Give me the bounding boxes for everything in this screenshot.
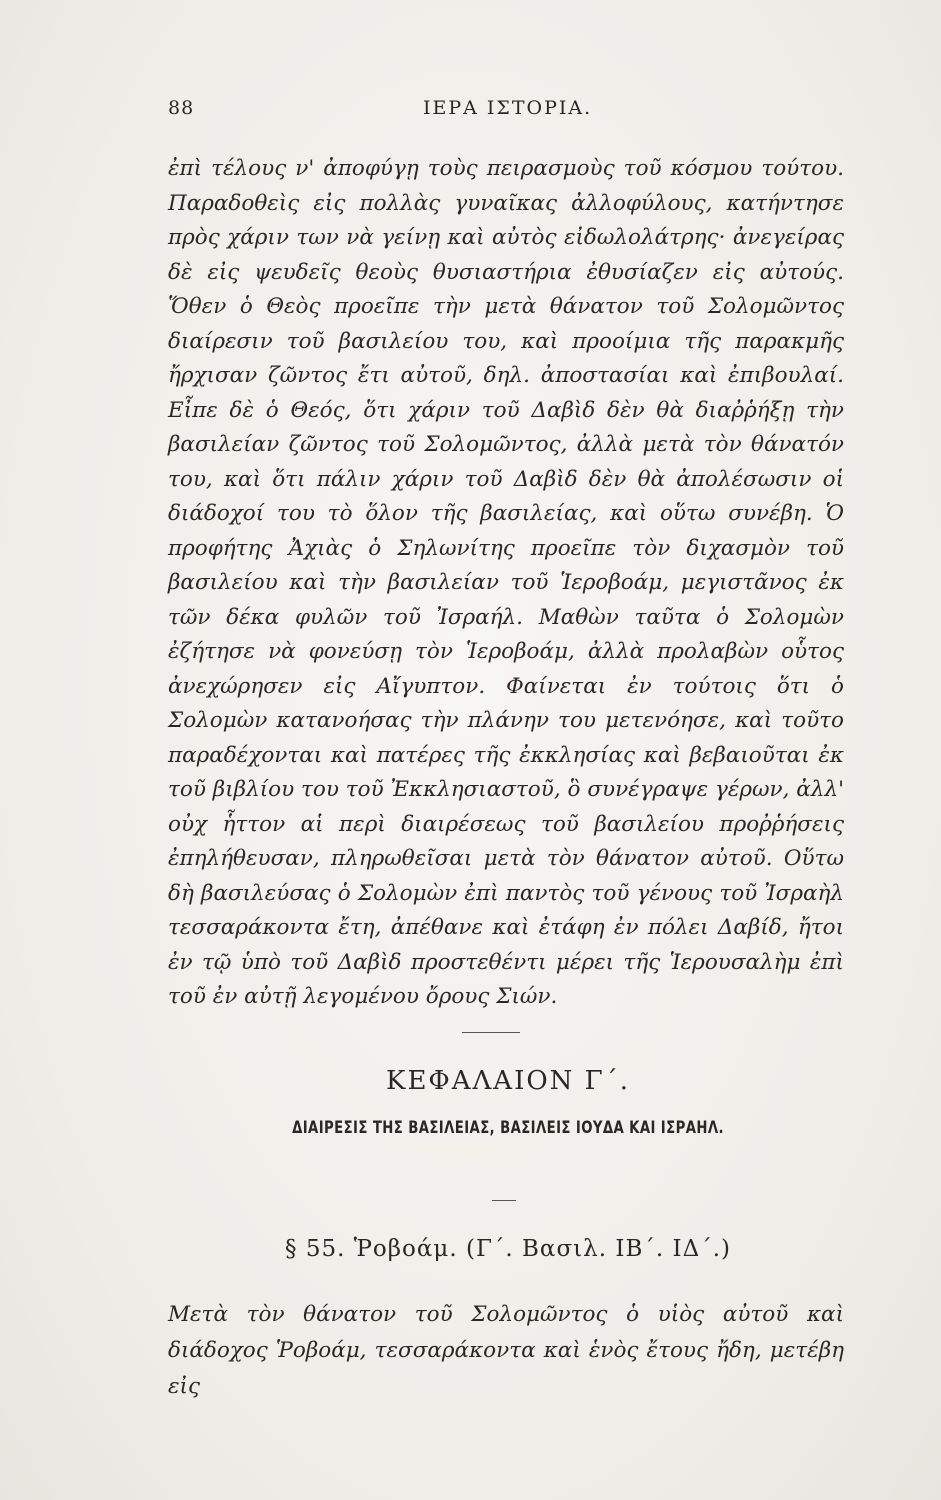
- section-paragraph: Μετὰ τὸν θάνατον τοῦ Σολομῶντος ὁ υἱὸς αὐτοῦ καὶ διάδοχος Ῥοβοάμ, τεσσαράκοντα καὶ ἑνὸς ἔτους ἤδη, μετέβη εἰς: [168, 1302, 844, 1399]
- chapter-title: ΚΕΦΑΛΑΙΟΝ Γ΄.: [386, 1066, 630, 1096]
- body-text: [168, 152, 844, 1015]
- short-divider: [492, 1200, 516, 1201]
- section-heading: § 55. Ῥοβοάμ. (Γ΄. Βασιλ. ΙΒ΄. ΙΔ΄.): [285, 1236, 731, 1262]
- section-divider: [462, 1032, 520, 1033]
- page-number: 88: [168, 97, 195, 119]
- section-text: [168, 1297, 844, 1405]
- chapter-subtitle: ΔΙΑΙΡΕΣΙΣ ΤΗΣ ΒΑΣΙΛΕΙΑΣ, ΒΑΣΙΛΕΙΣ ΙΟΥΔΑ ΚΑΙ ΙΣΡΑΗΛ.: [292, 1118, 724, 1138]
- body-paragraph: ἐπὶ τέλους ν' ἀποφύγῃ τοὺς πειρασμοὺς τοῦ κόσμου τούτου. Παραδοθεὶς εἰς πολλὰς γυναῖκας ἀλλοφύλους, κατήντησε πρὸς χάριν των νὰ γείνῃ καὶ αὐτὸς εἰδωλολάτρης· ἀνεγείρας δὲ εἰς ψευδεῖς θεοὺς θυσιαστήρια ἐθυσίαζεν εἰς αὐτούς. Ὅθεν ὁ Θεὸς προεῖπε τὴν μετὰ θάνατον τοῦ Σολομῶντος διαίρεσιν τοῦ βασιλείου του, καὶ προοίμια τῆς παρακμῆς ἤρχισαν ζῶντος ἔτι αὐτοῦ, δηλ. ἀποστασίαι καὶ ἐπιβουλαί. Εἶπε δὲ ὁ Θεός, ὅτι χάριν τοῦ Δαβὶδ δὲν θὰ διαῤῥήξῃ τὴν βασιλείαν ζῶντος τοῦ Σολομῶντος, ἀλλὰ μετὰ τὸν θάνατόν του, καὶ ὅτι πάλιν χάριν τοῦ Δαβὶδ δὲν θὰ ἀπολέσωσιν οἱ διάδοχοί του τὸ ὅλον τῆς βασιλείας, καὶ οὕτω συνέβη. Ὁ προφήτης Ἀχιὰς ὁ Σηλωνίτης προεῖπε τὸν διχασμὸν τοῦ βασιλείου καὶ τὴν βασιλείαν τοῦ Ἱεροβοάμ, μεγιστᾶνος ἐκ τῶν δέκα φυλῶν τοῦ Ἰσραήλ. Μαθὼν ταῦτα ὁ Σολομὼν ἐζήτησε νὰ φονεύσῃ τὸν Ἱεροβοάμ, ἀλλὰ προλαβὼν οὗτος ἀνεχώρησεν εἰς Αἴγυπτον. Φαίνεται ἐν τούτοις ὅτι ὁ Σολομὼν κατανοήσας τὴν πλάνην του μετενόησε, καὶ τοῦτο παραδέχονται καὶ πατέρες τῆς ἐκκλησίας καὶ βεβαιοῦται ἐκ τοῦ βιβλίου του τοῦ Ἐκκλησιαστοῦ, ὃ συνέγραψε γέρων, ἀλλ' οὐχ ἧττον αἱ περὶ διαιρέσεως τοῦ βασιλείου προῤῥήσεις ἐπηλήθευσαν, πληρωθεῖσαι μετὰ τὸν θάνατον αὐτοῦ. Οὕτω δὴ βασιλεύσας ὁ Σολομὼν ἐπὶ παντὸς τοῦ γένους τοῦ Ἰσραὴλ τεσσαράκοντα ἔτη, ἀπέθανε καὶ ἐτάφη ἐν πόλει Δαβίδ, ἤτοι ἐν τῷ ὑπὸ τοῦ Δαβὶδ προστεθέντι μέρει τῆς Ἱερουσαλὴμ ἐπὶ τοῦ ἐν αὐτῇ λεγομένου ὄρους Σιών.: [168, 156, 844, 1009]
- running-head: ΙΕΡΑ ΙΣΤΟΡΙΑ.: [423, 97, 593, 119]
- page-header: [168, 97, 848, 127]
